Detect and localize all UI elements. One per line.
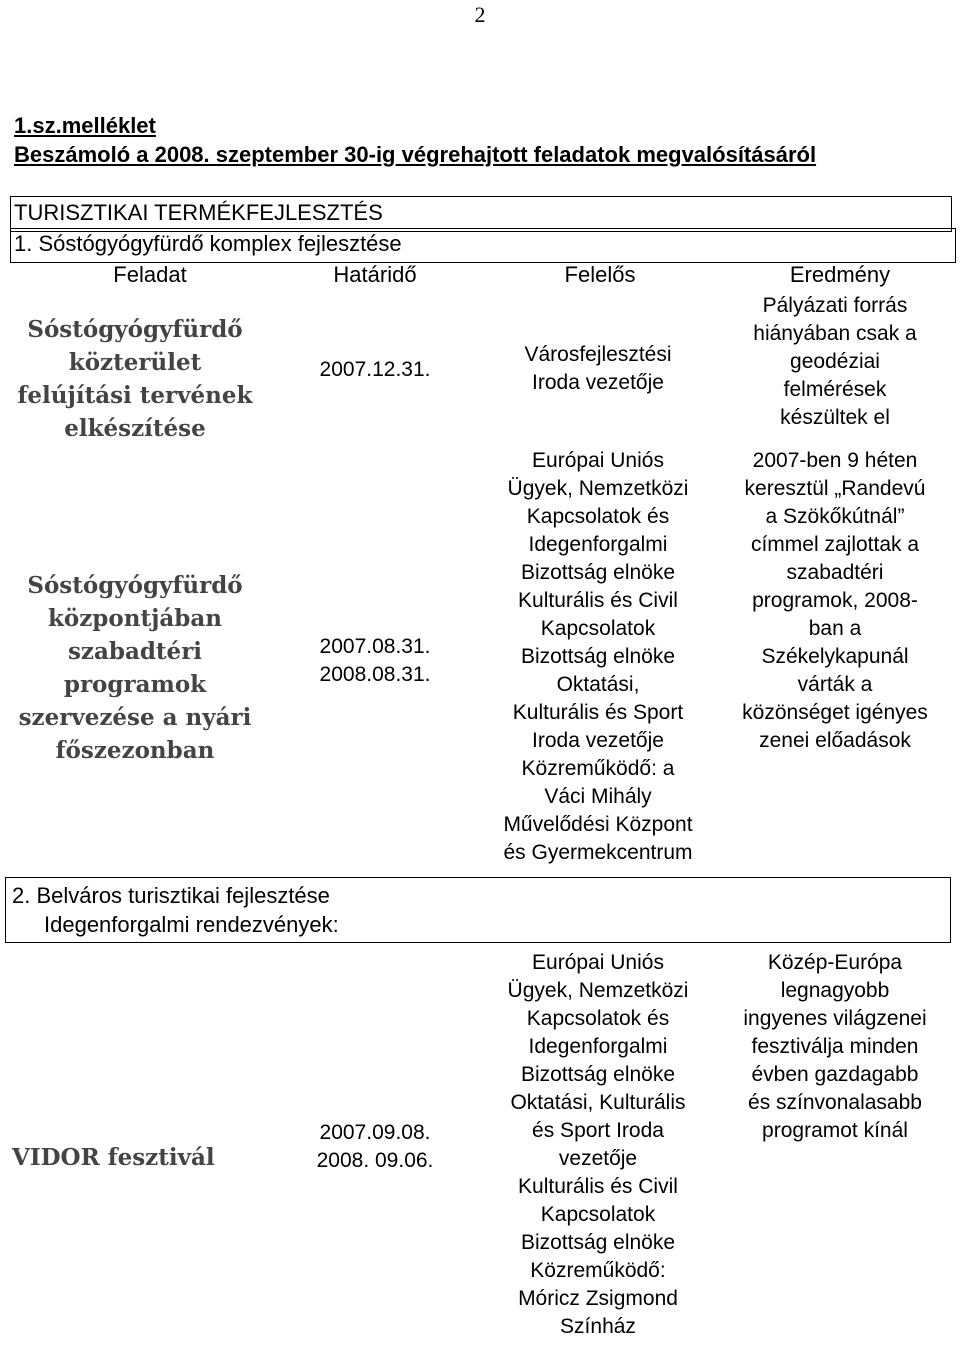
task-cell: VIDOR fesztivál [12, 1144, 215, 1171]
annex-label: 1.sz.melléklet [14, 113, 156, 138]
subsection2-subtitle: Idegenforgalmi rendezvények: [44, 912, 339, 937]
deadline-cell: 2007.12.31. [319, 358, 431, 381]
deadline-cell: 2007.08.31. 2008.08.31. [319, 635, 431, 686]
header-result: Eredmény [789, 262, 891, 287]
task-cell: Sóstógyógyfürdő közterület felújítási tervének elkészítése [17, 316, 253, 442]
result-cell: Pályázati forrás hiányában csak a geodéziai felmérések készültek el [753, 294, 917, 429]
task-cell: Sóstógyógyfürdő központjában szabadtéri programok szervezése a nyári főszezonban [18, 572, 252, 764]
header-deadline: Határidő [333, 262, 417, 287]
section-title: TURISZTIKAI TERMÉKFEJLESZTÉS [14, 200, 383, 225]
responsible-cell: Városfejlesztési Iroda vezetője [524, 343, 672, 394]
header-responsible: Felelős [564, 262, 636, 287]
report-title: Beszámoló a 2008. szeptember 30-ig végrehajtott feladatok megvalósításáról [14, 142, 817, 167]
page-number: 2 [474, 2, 486, 27]
header-task: Feladat [113, 262, 187, 287]
result-cell: Közép-Európa legnagyobb ingyenes világzenei fesztiválja minden évben gazdagabb és színvonalasabb programot kínál [743, 951, 927, 1142]
subsection2-title: 2. Belváros turisztikai fejlesztése [12, 883, 330, 908]
responsible-cell: Európai Uniós Ügyek, Nemzetközi Kapcsolatok és Idegenforgalmi Bizottság elnöke Oktatási, Kulturális és Sport Iroda vezetője Kulturális és Civil Kapcsolatok Bizottság elnöke Közreműködő: Móricz Zsigmond Színház [507, 951, 689, 1338]
responsible-cell: Európai Uniós Ügyek, Nemzetközi Kapcsolatok és Idegenforgalmi Bizottság elnöke Kulturális és Civil Kapcsolatok Bizottság elnöke Oktatási, Kulturális és Sport Iroda vezetője Közreműködő: a Váci Mihály Művelődési Központ és Gyermekcentrum [503, 449, 693, 864]
result-cell: 2007-ben 9 héten keresztül „Randevú a Szökőkútnál” címmel zajlottak a szabadtéri programok, 2008- ban a Székelykapunál várták a közönséget igényes zenei előadások [742, 449, 928, 752]
subsection1-title: 1. Sóstógyógyfürdő komplex fejlesztése [14, 231, 402, 256]
deadline-cell: 2007.09.08. 2008. 09.06. [316, 1121, 434, 1172]
